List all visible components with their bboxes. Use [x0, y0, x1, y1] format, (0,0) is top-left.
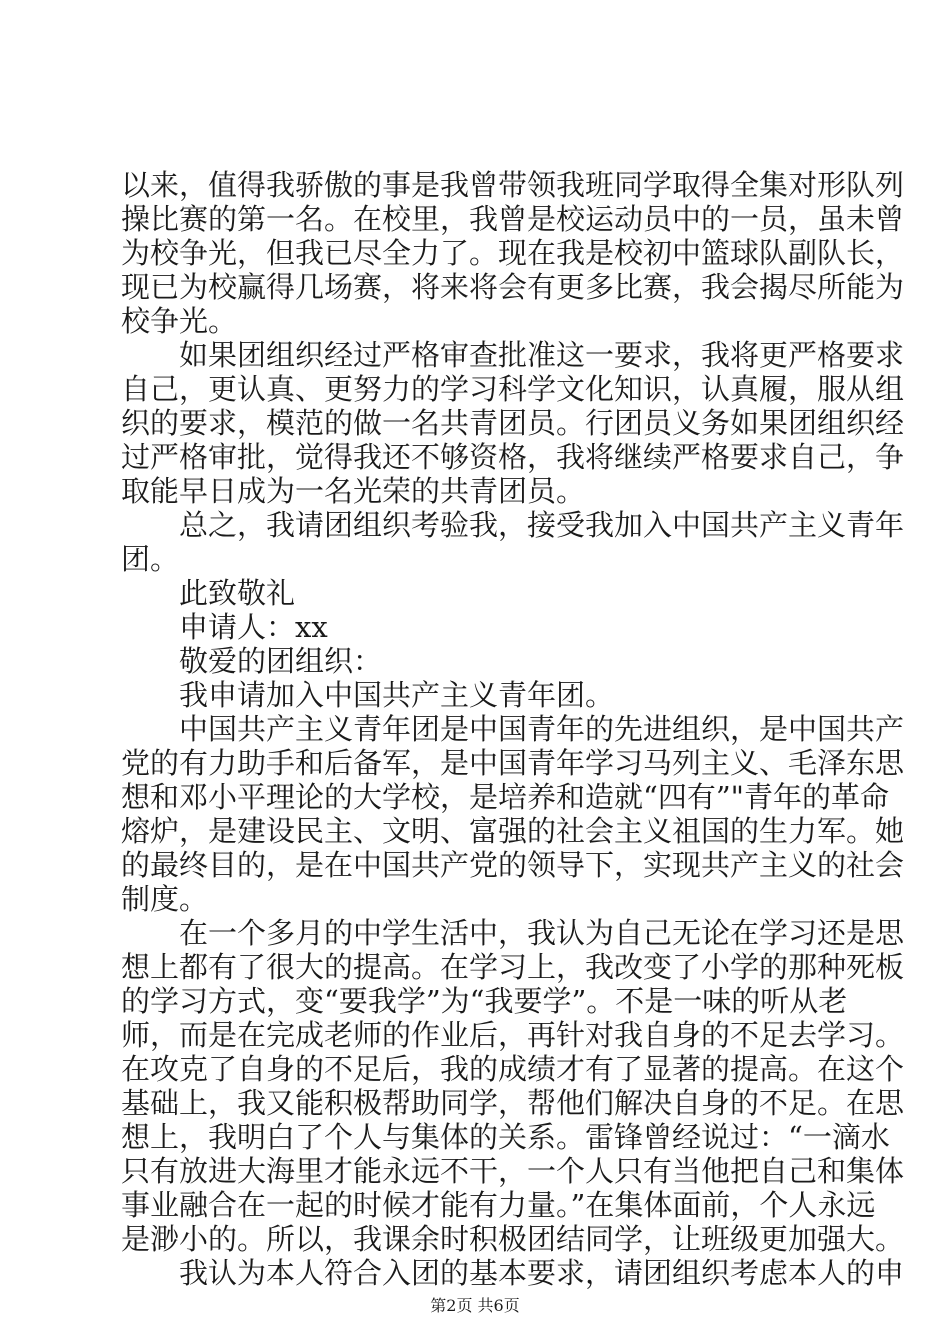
text-line: 在一个多月的中学生活中，我认为自己无论在学习还是思 [179, 916, 905, 950]
text-line: 敬爱的团组织： [179, 644, 383, 678]
text-line: 想和邓小平理论的大学校，是培养和造就“四有”"青年的革命 [121, 780, 889, 814]
text-line: 过严格审批，觉得我还不够资格，我将继续严格要求自己，争 [121, 440, 905, 474]
text-line: 是渺小的。所以，我课余时积极团结同学，让班级更加强大。 [121, 1222, 905, 1256]
text-line: 的最终目的，是在中国共产党的领导下，实现共产主义的社会 [121, 848, 905, 882]
text-line: 总之，我请团组织考验我，接受我加入中国共产主义青年 [179, 508, 905, 542]
text-line: 师，而是在完成老师的作业后，再针对我自身的不足去学习。 [121, 1018, 905, 1052]
text-line: 此致敬礼 [179, 576, 296, 610]
text-line: 制度。 [121, 882, 209, 916]
text-line: 织的要求，模范的做一名共青团员。行团员义务如果团组织经 [121, 406, 905, 440]
text-line: 团。 [121, 542, 180, 576]
page-number-footer: 第2页 共6页 [430, 1296, 520, 1315]
text-line: 校争光。 [121, 304, 238, 338]
text-line: 想上，我明白了个人与集体的关系。雷锋曾经说过：“一滴水 [121, 1120, 890, 1154]
text-line: 熔炉，是建设民主、文明、富强的社会主义祖国的生力军。她 [121, 814, 905, 848]
text-line: 事业融合在一起的时候才能有力量。”在集体面前，个人永远 [121, 1188, 876, 1222]
text-line: 想上都有了很大的提高。在学习上，我改变了小学的那种死板 [121, 950, 905, 984]
text-line: 申请人：xx [179, 610, 328, 644]
text-line: 为校争光，但我已尽全力了。现在我是校初中篮球队副队长， [121, 236, 905, 270]
text-line: 现已为校赢得几场赛，将来将会有更多比赛，我会揭尽所能为 [121, 270, 905, 304]
text-line: 在攻克了自身的不足后，我的成绩才有了显著的提高。在这个 [121, 1052, 905, 1086]
text-line: 基础上，我又能积极帮助同学，帮他们解决自身的不足。在思 [121, 1086, 905, 1120]
text-line: 只有放进大海里才能永远不干，一个人只有当他把自己和集体 [121, 1154, 905, 1188]
text-line: 自己，更认真、更努力的学习科学文化知识，认真履，服从组 [121, 372, 905, 406]
text-line: 如果团组织经过严格审查批准这一要求，我将更严格要求 [179, 338, 905, 372]
text-line: 中国共产主义青年团是中国青年的先进组织，是中国共产 [179, 712, 905, 746]
text-line: 党的有力助手和后备军，是中国青年学习马列主义、毛泽东思 [121, 746, 905, 780]
text-line: 的学习方式，变“要我学”为“我要学”。不是一味的听从老 [121, 984, 848, 1018]
text-line: 我认为本人符合入团的基本要求，请团组织考虑本人的申 [179, 1256, 905, 1290]
text-line: 我申请加入中国共产主义青年团。 [179, 678, 615, 712]
text-line: 取能早日成为一名光荣的共青团员。 [121, 474, 586, 508]
text-line: 以来，值得我骄傲的事是我曾带领我班同学取得全集对形队列 [121, 168, 905, 202]
text-line: 操比赛的第一名。在校里，我曾是校运动员中的一员，虽未曾 [121, 202, 905, 236]
